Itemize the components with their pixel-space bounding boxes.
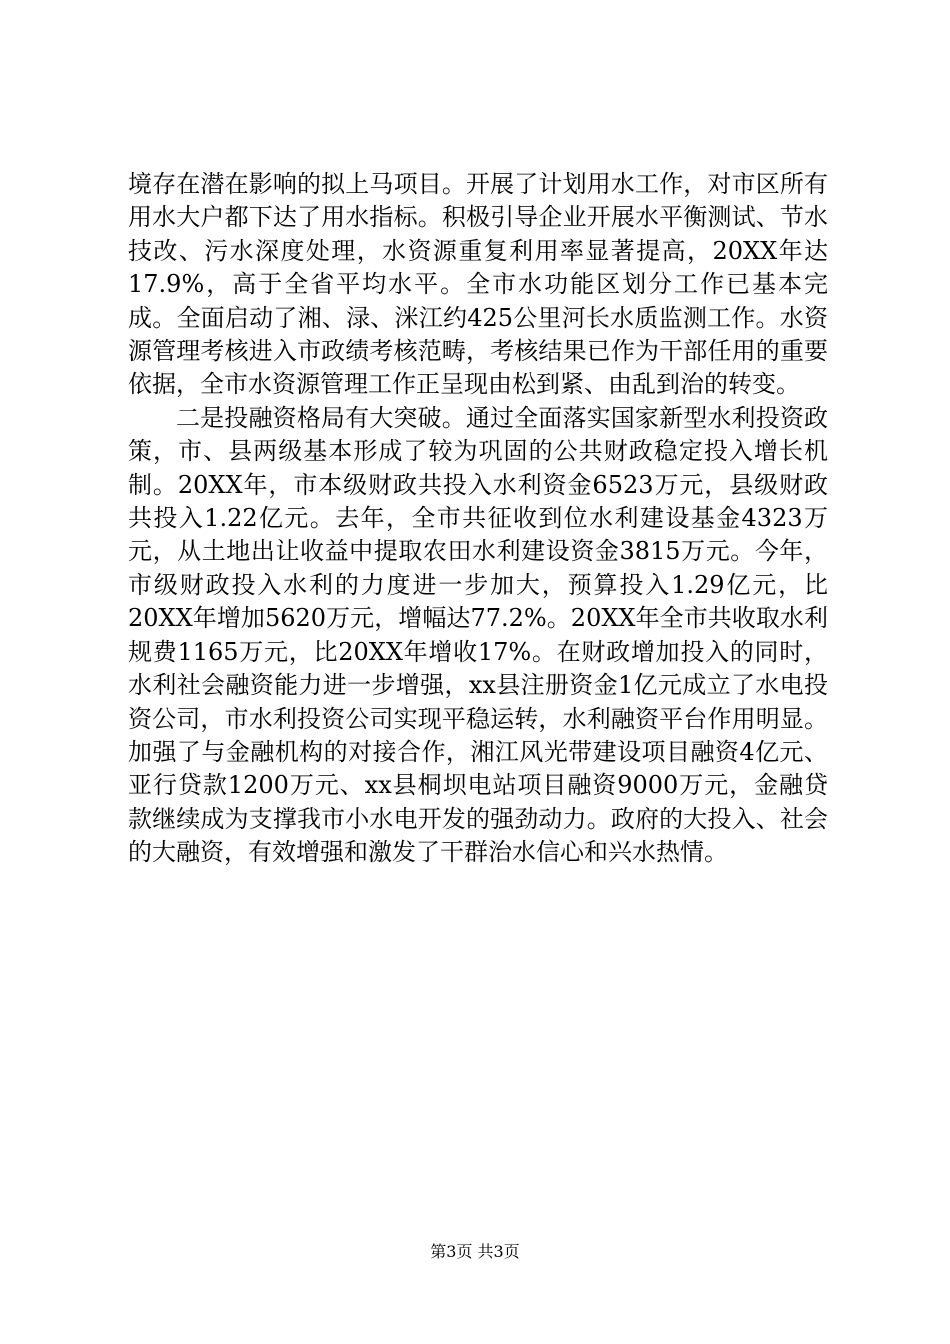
page-footer: [0, 1242, 950, 1262]
page-number: 第3页 共3页: [430, 1242, 520, 1261]
paragraph-continued: 境存在潜在影响的拟上马项目。开展了计划用水工作，对市区所有用水大户都下达了用水指标。积极引导企业开展水平衡测试、节水技改、污水深度处理，水资源重复利用率显著提高，20XX年达17.9%，高于全省平均水平。全市水功能区划分工作已基本完成。全面启动了湘、渌、洣江约425公里河长水质监测工作。水资源管理考核进入市政绩考核范畴，考核结果已作为干部任用的重要依据，全市水资源管理工作正呈现由松到紧、由乱到治的转变。: [128, 170, 828, 399]
paragraph-investment: 二是投融资格局有大突破。通过全面落实国家新型水利投资政策，市、县两级基本形成了较为巩固的公共财政稳定投入增长机制。20XX年，市本级财政共投入水利资金6523万元，县级财政共投入1.22亿元。去年，全市共征收到位水利建设基金4323万元，从土地出让收益中提取农田水利建设资金3815万元。今年，市级财政投入水利的力度进一步加大，预算投入1.29亿元，比20XX年增加5620万元，增幅达77.2%。20XX年全市共收取水利规费1165万元，比20XX年增收17%。在财政增加投入的同时，水利社会融资能力进一步增强，xx县注册资金1亿元成立了水电投资公司，市水利投资公司实现平稳运转，水利融资平台作用明显。加强了与金融机构的对接合作，湘江风光带建设项目融资4亿元、亚行贷款1200万元、xx县桐坝电站项目融资9000万元，金融贷款继续成为支撑我市小水电开发的强劲动力。政府的大投入、社会的大融资，有效增强和激发了干群治水信心和兴水热情。: [128, 403, 828, 867]
document-body: [128, 168, 828, 870]
